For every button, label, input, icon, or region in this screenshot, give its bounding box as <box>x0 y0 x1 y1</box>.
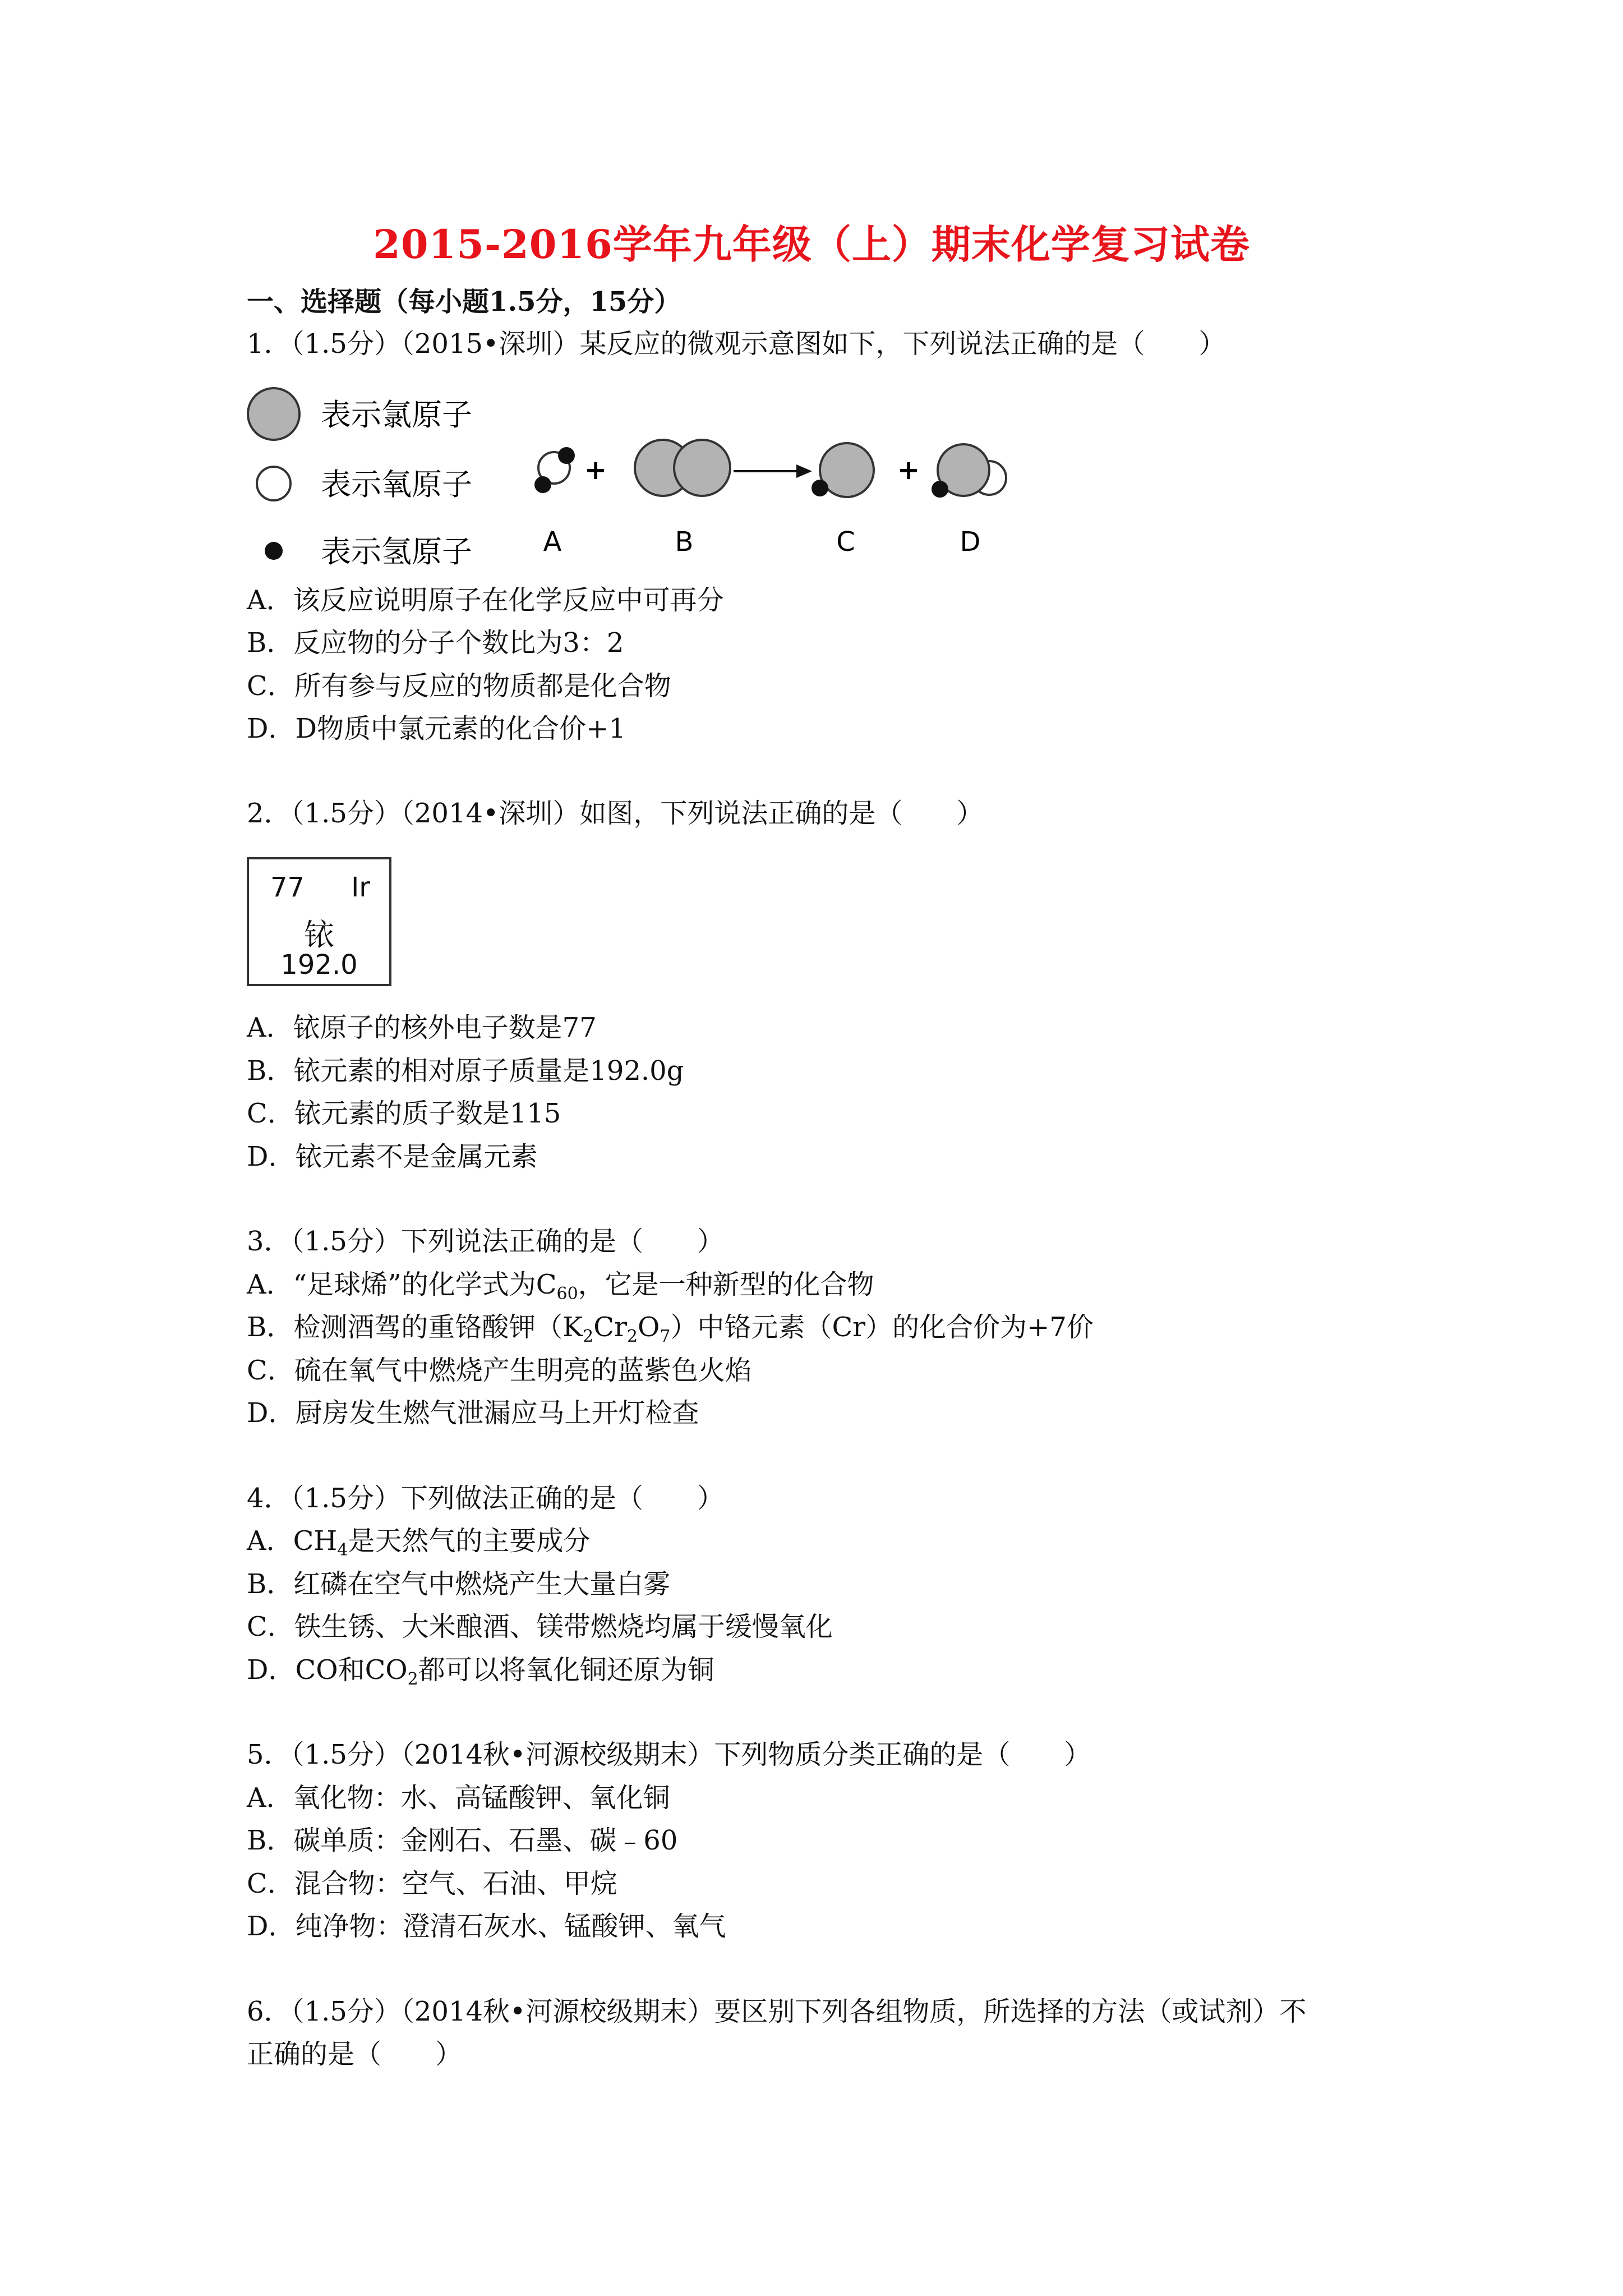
question-5-option-c: C．混合物：空气、石油、甲烷 <box>247 1868 617 1899</box>
question-4-stem: 4．（1.5分）下列做法正确的是（ ） <box>247 1483 724 1514</box>
question-4-option-c: C．铁生锈、大米酿酒、镁带燃烧均属于缓慢氧化 <box>247 1611 833 1642</box>
question-3-option-b: B．检测酒驾的重铬酸钾$(K_2Cr_2O_7)$中铬元素（Cr）的化合价为+7价 <box>247 1312 1094 1346</box>
question-2-option-a: A．铱原子的核外电子数是77 <box>247 1012 597 1043</box>
legend-hydrogen-label: 表示氢原子 <box>321 534 472 569</box>
page-title: 2015-2016学年九年级（上）期末化学复习试卷 <box>373 221 1250 268</box>
question-6-stem-continued: 正确的是（ ） <box>247 2039 463 2070</box>
hydrogen-atom-legend-icon <box>265 542 283 560</box>
question-5-option-d: D．纯净物：澄清石灰水、锰酸钾、氧气 <box>247 1911 726 1942</box>
question-1-option-d: D．D物质中氯元素的化合价+1 <box>247 713 626 744</box>
reaction-diagram <box>241 381 1082 572</box>
oxygen-atom-legend-icon <box>257 467 291 500</box>
question-4-option-a: A．$CH_4$是天然气的主要成分 <box>247 1525 591 1560</box>
question-2-option-d: D．铱元素不是金属元素 <box>247 1141 538 1172</box>
atomic-mass: 192.0 <box>280 949 358 981</box>
atomic-number: 77 <box>270 872 305 903</box>
element-symbol: Ir <box>351 872 370 903</box>
label-c: C <box>836 526 855 558</box>
question-3-stem: 3．（1.5分）下列说法正确的是（ ） <box>247 1226 724 1257</box>
question-4-option-d: D．CO和$CO_2$都可以将氧化铜还原为铜 <box>247 1654 714 1689</box>
molecule-a <box>534 447 575 493</box>
section-heading: 一、选择题（每小题1.5分，15分） <box>247 286 681 318</box>
question-1-option-c: C．所有参与反应的物质都是化合物 <box>247 670 671 702</box>
periodic-element-card <box>247 857 391 986</box>
question-1-option-a: A．该反应说明原子在化学反应中可再分 <box>247 585 724 616</box>
chlorine-atom-legend-icon <box>248 388 299 440</box>
question-3-option-a: A．“足球烯”的化学式为$C_{60}$，它是一种新型的化合物 <box>247 1269 874 1304</box>
question-1-stem: 1．（1.5分）（2015•深圳）某反应的微观示意图如下，下列说法正确的是（ ） <box>247 328 1226 360</box>
question-5-stem: 5．（1.5分）（2014秋•河源校级期末）下列物质分类正确的是（ ） <box>247 1739 1091 1770</box>
molecule-c <box>811 443 874 497</box>
element-name: 铱 <box>304 917 334 953</box>
plus-sign-1: + <box>584 454 607 486</box>
question-2-option-b: B．铱元素的相对原子质量是192.0g <box>247 1055 684 1087</box>
legend-oxygen-label: 表示氧原子 <box>321 467 472 502</box>
question-4-option-b: B．红磷在空气中燃烧产生大量白雾 <box>247 1568 671 1600</box>
reaction-arrow-icon <box>734 464 812 478</box>
plus-sign-2: + <box>897 454 920 486</box>
molecule-b <box>635 440 730 496</box>
question-3-option-d: D．厨房发生燃气泄漏应马上开灯检查 <box>247 1397 699 1429</box>
label-b: B <box>675 526 694 558</box>
question-3-option-c: C．硫在氧气中燃烧产生明亮的蓝紫色火焰 <box>247 1355 752 1386</box>
label-a: A <box>543 526 562 558</box>
question-2-option-c: C．铱元素的质子数是115 <box>247 1098 561 1129</box>
question-2-stem: 2．（1.5分）（2014•深圳）如图，下列说法正确的是（ ） <box>247 798 984 829</box>
molecule-d <box>932 444 1006 498</box>
question-6-stem: 6．（1.5分）（2014秋•河源校级期末）要区别下列各组物质，所选择的方法（或试剂）不 <box>247 1996 1307 2027</box>
question-5-option-b: B．碳单质：金刚石、石墨、碳﹣60 <box>247 1825 678 1856</box>
legend-chlorine-label: 表示氯原子 <box>321 397 472 432</box>
question-5-option-a: A．氧化物：水、高锰酸钾、氧化铜 <box>247 1782 670 1814</box>
label-d: D <box>960 526 981 558</box>
question-1-option-b: B．反应物的分子个数比为3：2 <box>247 627 624 659</box>
